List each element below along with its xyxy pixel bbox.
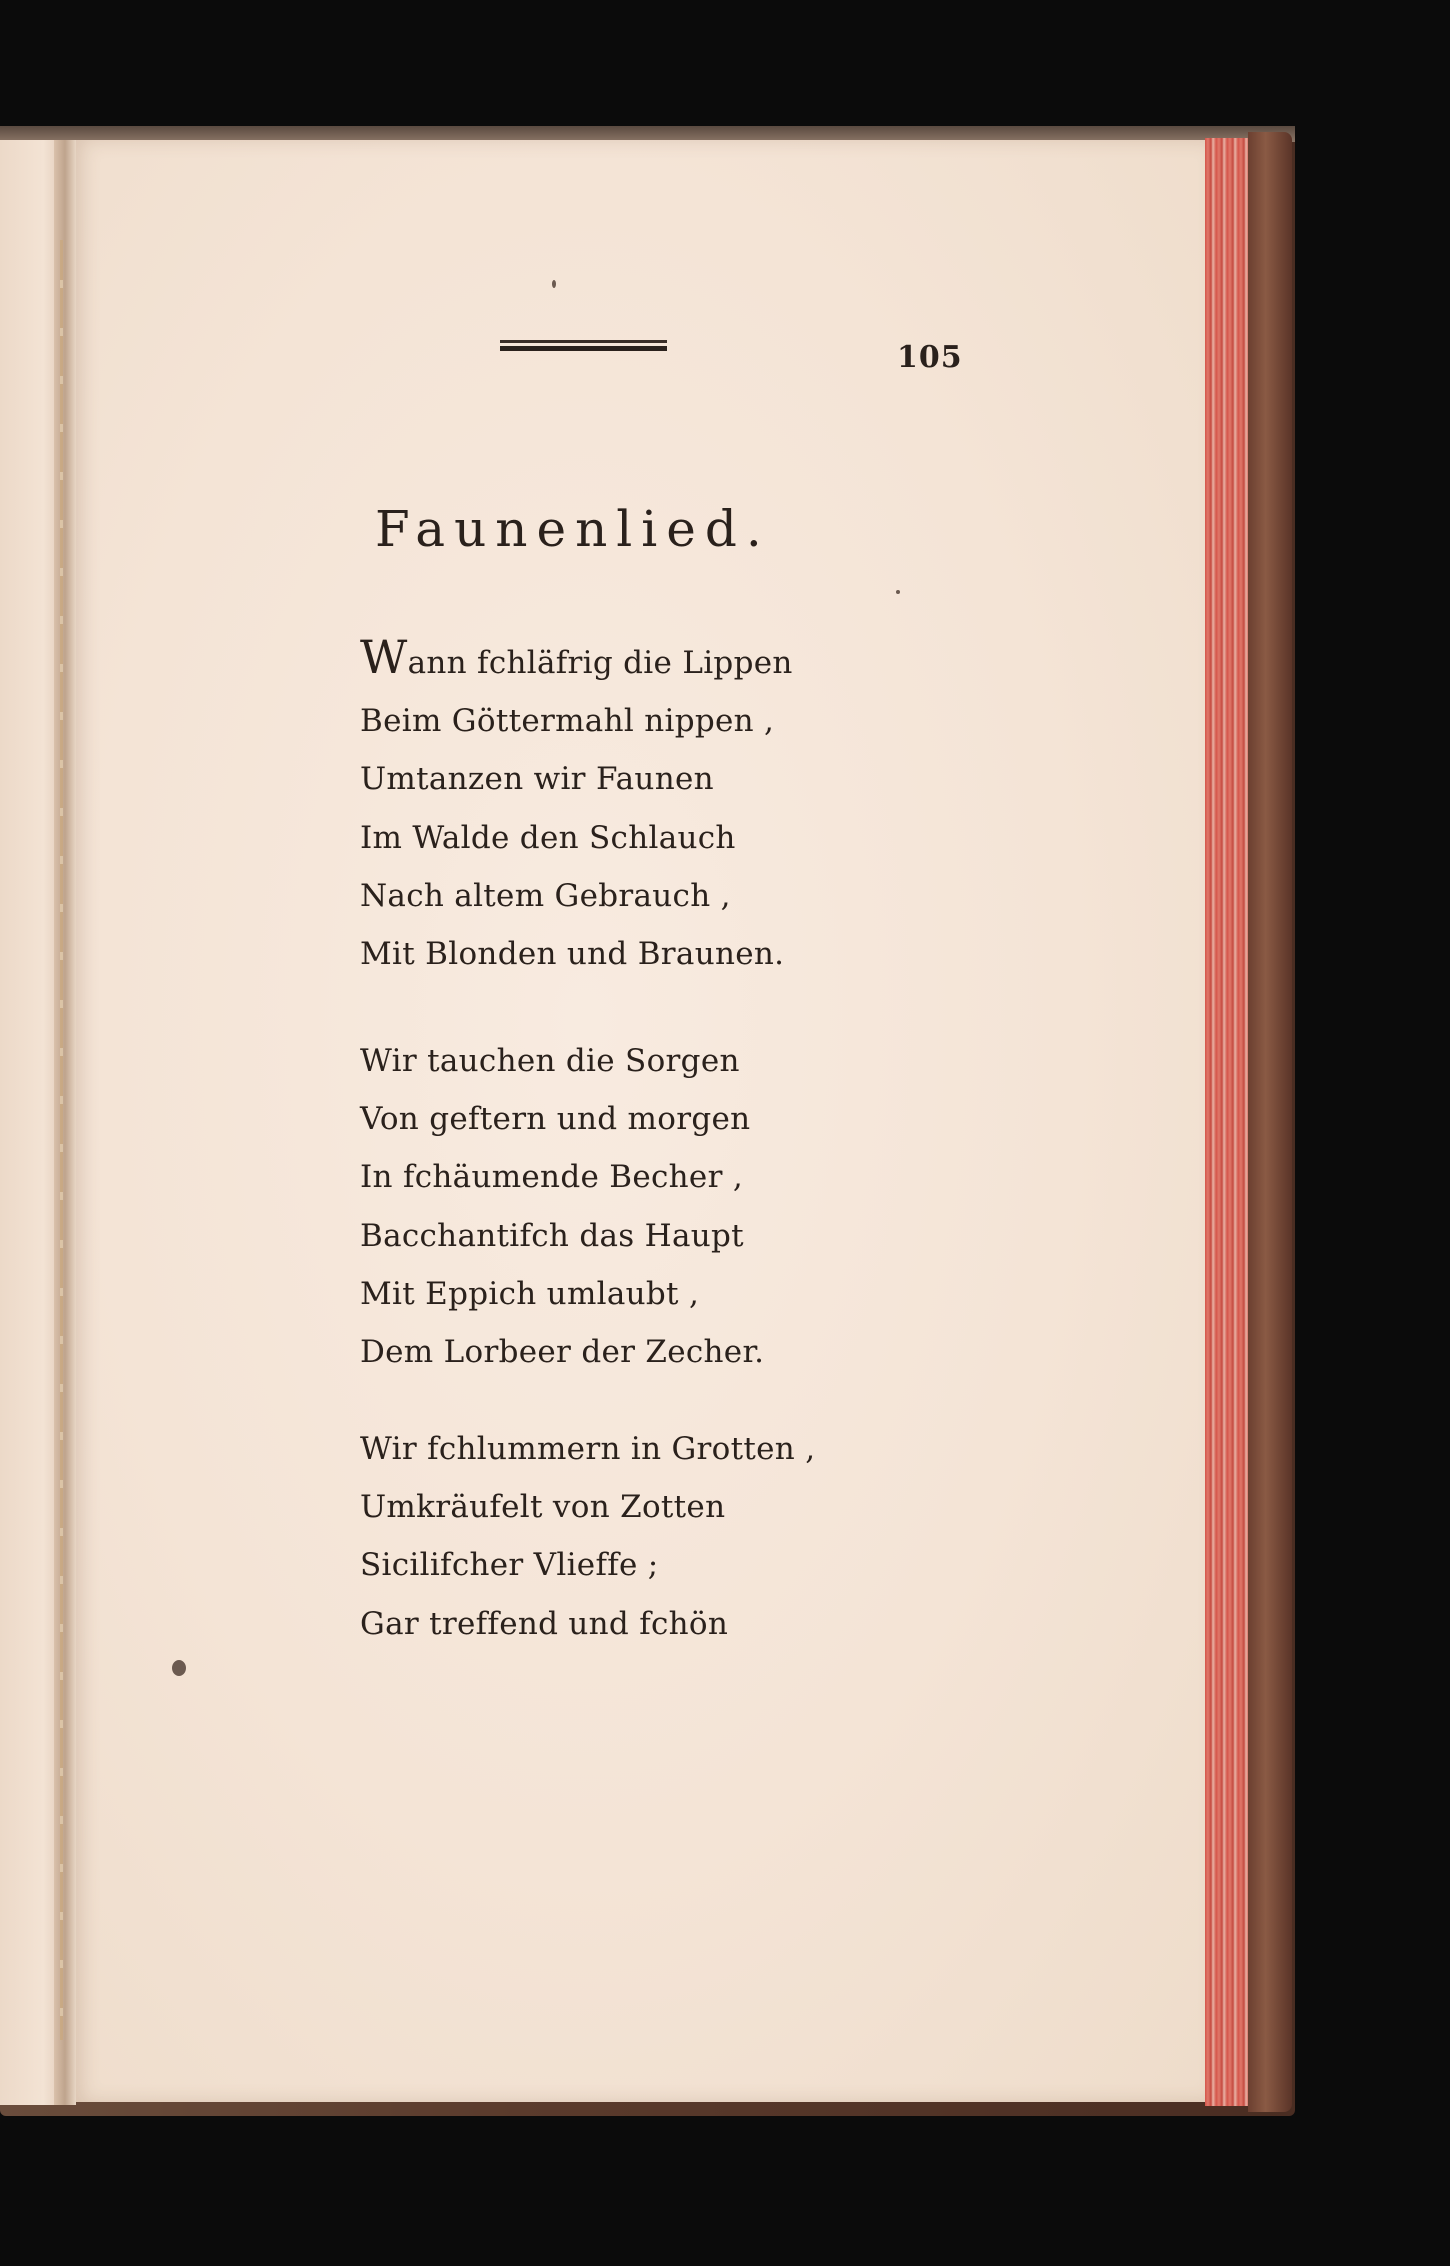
- poem-line: Umtanzen wir Faunen: [360, 761, 714, 798]
- paper-speck: [172, 1660, 186, 1676]
- book-gutter: [54, 140, 76, 2105]
- header-rule: [500, 340, 667, 352]
- binding-thread: [60, 240, 63, 2040]
- poem-line: Nach altem Gebrauch ,: [360, 877, 731, 914]
- poem-line-rest: ann fchläfrig die Lippen: [407, 645, 793, 681]
- poem-line: Wir fchlummern in Grotten ,: [360, 1431, 816, 1467]
- stanza-1: [360, 630, 793, 983]
- poem-line: Beim Göttermahl nippen ,: [360, 703, 775, 740]
- poem-line: Von geftern und morgen: [360, 1101, 751, 1138]
- poem-line: Wir tauchen die Sorgen: [360, 1043, 740, 1079]
- poem-line: Sicilifcher Vlieffe ;: [360, 1547, 659, 1584]
- back-cover-edge: [1248, 132, 1292, 2112]
- poem-line: Umkräufelt von Zotten: [360, 1489, 726, 1526]
- page-number: 105: [897, 340, 963, 375]
- stanza-2: [360, 1032, 764, 1381]
- poem-line: Mit Eppich umlaubt ,: [360, 1275, 700, 1312]
- poem-line: Mit Blonden und Braunen.: [360, 935, 785, 972]
- poem-line: Gar treffend und fchön: [360, 1605, 729, 1642]
- poem-title: Faunenlied.: [375, 500, 771, 558]
- drop-capital: W: [360, 630, 408, 684]
- poem-line: Dem Lorbeer der Zecher.: [360, 1333, 765, 1370]
- paper-speck: [896, 590, 900, 594]
- stanza-3: [360, 1420, 815, 1653]
- red-page-edges: [1205, 138, 1251, 2106]
- left-page-edge: [0, 140, 62, 2105]
- poem-line: In fchäumende Becher ,: [360, 1159, 743, 1196]
- paper-speck: [552, 280, 556, 288]
- poem-line: Bacchantifch das Haupt: [360, 1217, 744, 1254]
- poem-line: [360, 630, 793, 692]
- poem-line: Im Walde den Schlauch: [360, 819, 736, 856]
